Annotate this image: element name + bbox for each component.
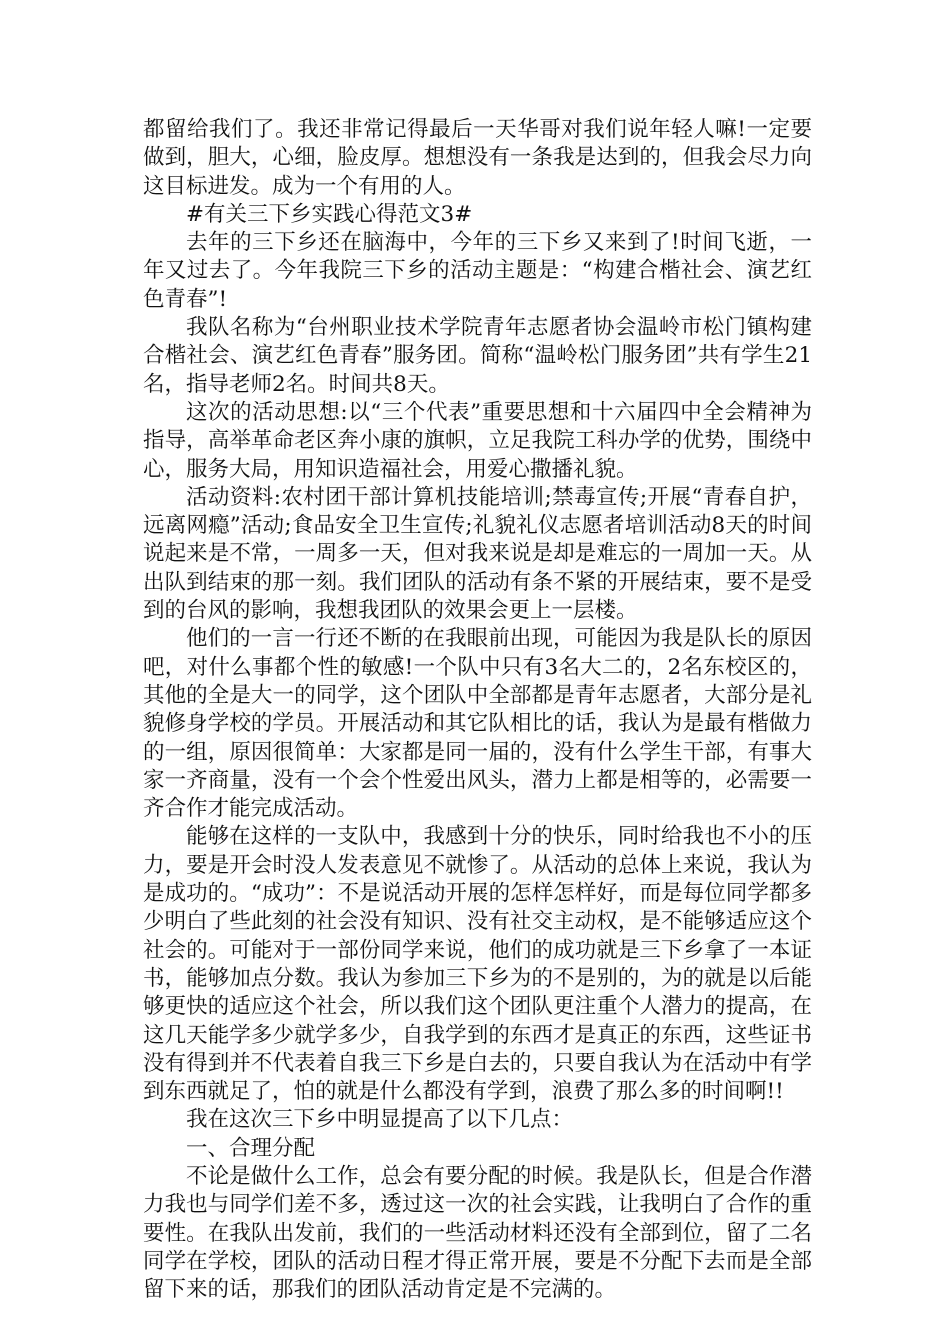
document-page xyxy=(143,116,812,1304)
paragraph: 去年的三下乡还在脑海中，今年的三下乡又来到了!时间飞逝，一年又过去了。今年我院三下乡的活动主题是：“构建合楷社会、演艺红色青春”! xyxy=(143,230,812,312)
paragraph: 我在这次三下乡中明显提高了以下几点： xyxy=(186,1107,574,1133)
paragraph: 活动资料:农村团干部计算机技能培训;禁毒宣传;开展“青春自护，远离网瘾”活动;食品安全卫生宣传;礼貌礼仪志愿者培训活动8天的时间说起来是不常，一周多一天，但对我来说是却是难忘的一周加一天。从出队到结束的那一刻。我们团队的活动有条不紧的开展结束，要不是受到的台风的影响，我想我团队的效果会更上一层楼。 xyxy=(143,484,812,624)
paragraph: 这次的活动思想:以“三个代表”重要思想和十六届四中全会精神为指导，高举革命老区奔小康的旗帜，立足我院工科办学的优势，围绕中心，服务大局，用知识造福社会，用爱心撒播礼貌。 xyxy=(143,399,812,482)
paragraph: 他们的一言一行还不断的在我眼前出现，可能因为我是队长的原因吧，对什么事都个性的敏感!一个队中只有3名大二的，2名东校区的，其他的全是大一的同学，这个团队中全部都是青年志愿者，大部分是礼貌修身学校的学员。开展活动和其它队相比的话，我认为是最有楷做力的一组，原因很简单：大家都是同一届的，没有什么学生干部，有事大家一齐商量，没有一个会个性爱出风头，潜力上都是相等的，必需要一齐合作才能完成活动。 xyxy=(143,626,812,822)
paragraph-continuation: 都留给我们了。我还非常记得最后一天华哥对我们说年轻人嘛!一定要做到，胆大，心细，脸皮厚。想想没有一条我是达到的，但我会尽力向这目标进发。成为一个有用的人。 xyxy=(143,117,812,199)
subheading: 一、合理分配 xyxy=(186,1135,316,1161)
paragraph: 不论是做什么工作，总会有要分配的时候。我是队长，但是合作潜力我也与同学们差不多，透过这一次的社会实践，让我明白了合作的重要性。在我队出发前，我们的一些活动材料还没有全部到位，留了二名同学在学校，团队的活动日程才得正常开展，要是不分配下去而是全部留下来的话，那我们的团队活动肯定是不完满的。 xyxy=(143,1163,812,1303)
section-heading: #有关三下乡实践心得范文3# xyxy=(186,201,473,227)
paragraph: 我队名称为“台州职业技术学院青年志愿者协会温岭市松门镇构建合楷社会、演艺红色青春”服务团。简称“温岭松门服务团”共有学生21名，指导老师2名。时间共8天。 xyxy=(143,315,812,397)
paragraph: 能够在这样的一支队中，我感到十分的快乐，同时给我也不小的压力，要是开会时没人发表意见不就惨了。从活动的总体上来说，我认为是成功的。“成功”：不是说活动开展的怎样怎样好，而是每位同学都多少明白了些此刻的社会没有知识、没有社交主动权，是不能够适应这个社会的。可能对于一部份同学来说，他们的成功就是三下乡拿了一本证书，能够加点分数。我认为参加三下乡为的不是别的，为的就是以后能够更快的适应这个社会，所以我们这个团队更注重个人潜力的提高，在这几天能学多少就学多少，自我学到的东西才是真正的东西，这些证书没有得到并不代表着自我三下乡是白去的，只要自我认为在活动中有学到东西就足了，怕的就是什么都没有学到，浪费了那么多的时间啊!! xyxy=(143,824,812,1105)
